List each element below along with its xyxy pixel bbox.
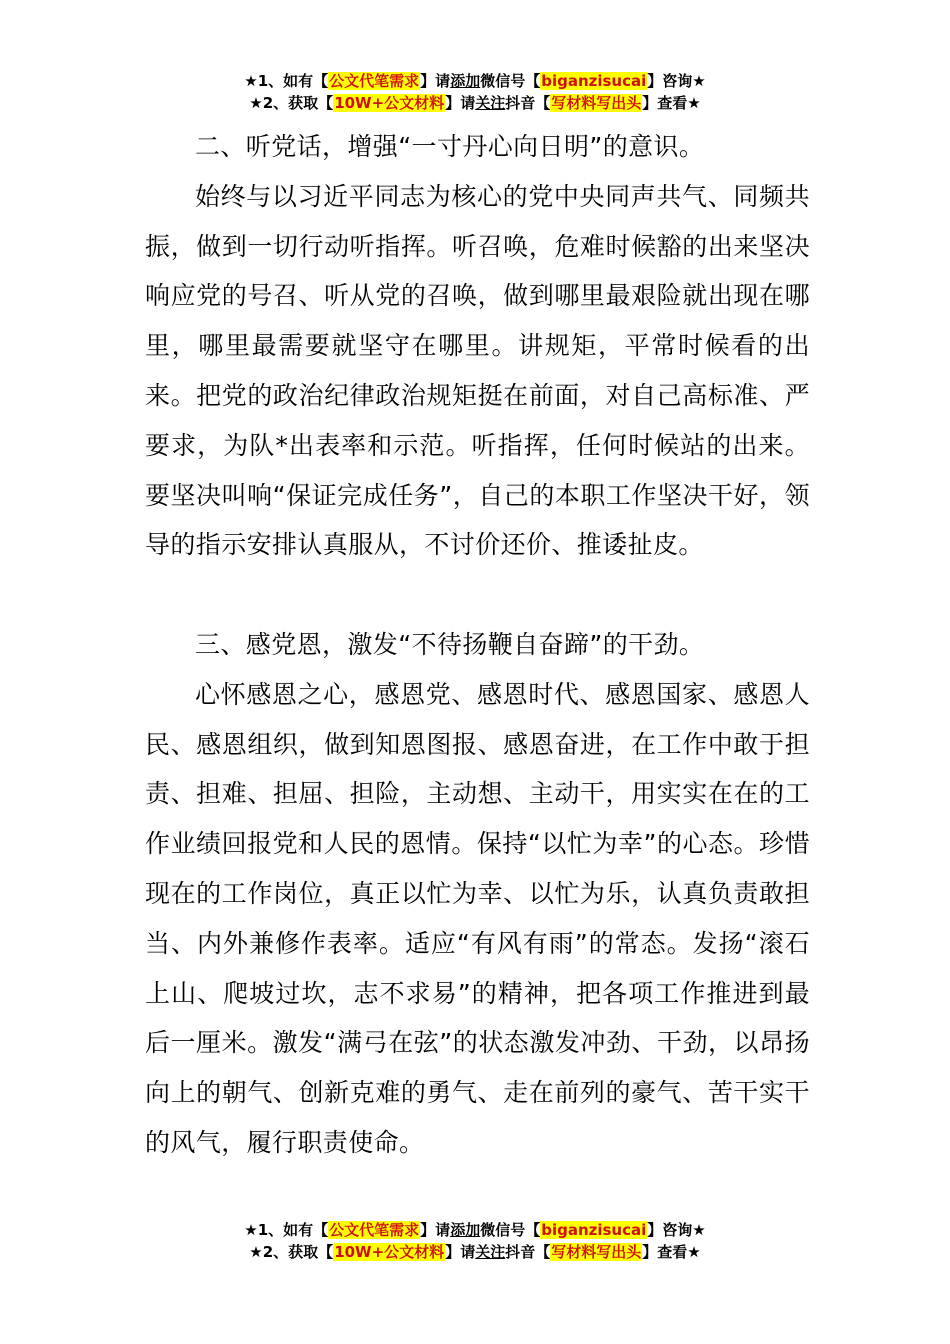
highlight-wechat-id: biganzisucai — [541, 72, 647, 90]
bottom-banner — [0, 1219, 950, 1263]
banner-text: ★2、获取【 — [249, 94, 334, 112]
banner-text: 】查看★ — [642, 1243, 701, 1261]
banner-line-1 — [0, 1219, 950, 1241]
section-heading-2: 二、听党话，增强“一寸丹心向日明”的意识。 — [195, 132, 705, 161]
section-paragraph-2: 始终与以习近平同志为核心的党中央同声共气、同频共振，做到一切行动听指挥。听召唤，危难时候豁的出来坚决响应党的号召、听从党的召唤，做到哪里最艰险就出现在哪里，哪里最需要就坚守在哪里。讲规矩，平常时候看的出来。把党的政治纪律政治规矩挺在前面，对自己高标准、严要求，为队*出表率和示范。听指挥，任何时候站的出来。要坚决叫响“保证完成任务”，自己的本职工作坚决干好，领导的指示安排认真服从，不讨价还价、推诿扯皮。 — [145, 181, 810, 560]
banner-text: 】请 — [445, 94, 476, 112]
underlined-add: 添加 — [450, 1221, 481, 1239]
underlined-add: 添加 — [450, 72, 481, 90]
banner-text: 】咨询★ — [647, 1221, 706, 1239]
banner-text: 抖音【 — [505, 1243, 551, 1261]
highlight-service: 公文代笔需求 — [329, 1221, 420, 1239]
highlight-materials: 10W+公文材料 — [334, 94, 445, 112]
banner-text: 】查看★ — [642, 94, 701, 112]
banner-text: ★1、如有【 — [244, 1221, 329, 1239]
banner-line-1 — [0, 70, 950, 92]
top-banner — [0, 70, 950, 114]
document-body — [145, 122, 810, 1168]
highlight-douyin-id: 写材料写出头 — [551, 1243, 642, 1261]
banner-text: ★1、如有【 — [244, 72, 329, 90]
highlight-materials: 10W+公文材料 — [334, 1243, 445, 1261]
banner-text: 】请 — [445, 1243, 476, 1261]
section-paragraph-3: 心怀感恩之心，感恩党、感恩时代、感恩国家、感恩人民、感恩组织，做到知恩图报、感恩奋进，在工作中敢于担责、担难、担屈、担险，主动想、主动干，用实实在在的工作业绩回报党和人民的恩情。保持“以忙为幸”的心态。珍惜现在的工作岗位，真正以忙为幸、以忙为乐，认真负责敢担当、内外兼修作表率。适应“有风有雨”的常态。发扬“滚石上山、爬坡过坎，志不求易”的精神，把各项工作推进到最后一厘米。激发“满弓在弦”的状态激发冲劲、干劲，以昂扬向上的朝气、创新克难的勇气、走在前列的豪气、苦干实干的风气，履行职责使命。 — [145, 679, 810, 1157]
banner-line-2 — [0, 92, 950, 114]
banner-text: 】请 — [420, 72, 451, 90]
banner-line-2 — [0, 1241, 950, 1263]
underlined-follow: 关注 — [475, 94, 506, 112]
banner-text: 微信号【 — [480, 1221, 541, 1239]
banner-text: 微信号【 — [480, 72, 541, 90]
underlined-follow: 关注 — [475, 1243, 506, 1261]
highlight-service: 公文代笔需求 — [329, 72, 420, 90]
paragraph-spacer — [145, 570, 810, 620]
highlight-douyin-id: 写材料写出头 — [551, 94, 642, 112]
highlight-wechat-id: biganzisucai — [541, 1221, 647, 1239]
banner-text: 】请 — [420, 1221, 451, 1239]
banner-text: 】咨询★ — [647, 72, 706, 90]
banner-text: ★2、获取【 — [249, 1243, 334, 1261]
section-heading-3: 三、感党恩，激发“不待扬鞭自奋蹄”的干劲。 — [195, 629, 705, 659]
banner-text: 抖音【 — [505, 94, 551, 112]
